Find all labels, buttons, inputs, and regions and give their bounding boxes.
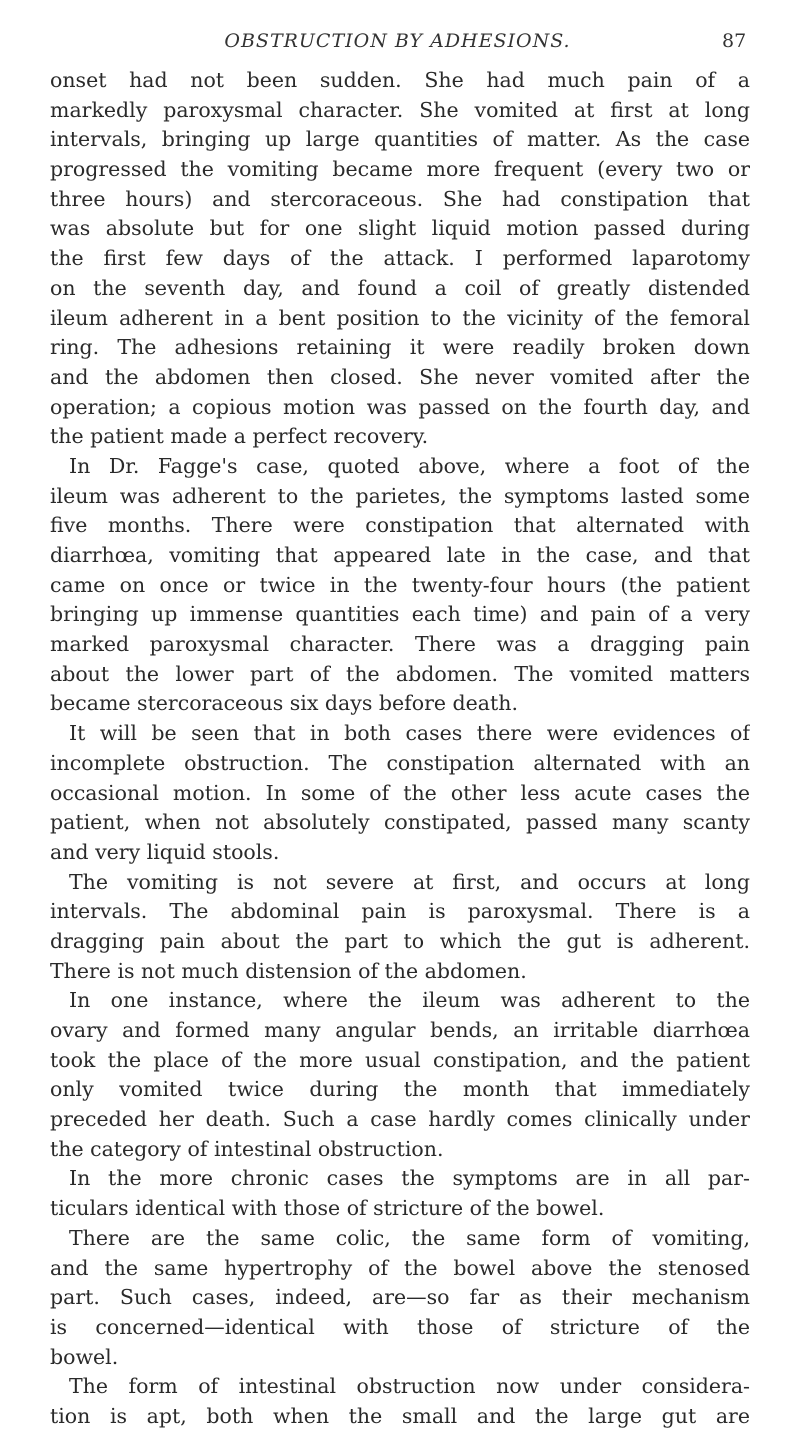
text-line: progressed the vomiting became more frequent (every two or bbox=[50, 157, 750, 182]
text-line: part. Such cases, indeed, are—so far as their mechanism bbox=[50, 1285, 750, 1310]
text-line: bringing up immense quantities each time) and pain of a very bbox=[50, 602, 750, 627]
text-line: the category of intestinal obstruction. bbox=[50, 1136, 444, 1161]
body-text bbox=[50, 66, 750, 1432]
text-line: The form of intestinal obstruction now under considera- bbox=[69, 1374, 750, 1399]
text-line: operation; a copious motion was passed on the fourth day, and bbox=[50, 394, 750, 419]
text-line: In one instance, where the ileum was adherent to the bbox=[69, 988, 750, 1013]
text-line: came on once or twice in the twenty-four hours (the patient bbox=[50, 572, 750, 597]
text-line: ovary and formed many angular bends, an irritable diarrhœa bbox=[50, 1018, 750, 1042]
text-line: markedly paroxysmal character. She vomited at first at long bbox=[50, 97, 750, 122]
text-line: ileum adherent in a bent position to the vicinity of the femoral bbox=[50, 305, 750, 330]
text-line: dragging pain about the part to which the gut is adherent. bbox=[50, 928, 750, 953]
running-head-title: OBSTRUCTION BY ADHESIONS. bbox=[224, 30, 571, 52]
text-line: five months. There were constipation that alternated with bbox=[50, 513, 750, 538]
text-line: and the same hypertrophy of the bowel above the stenosed bbox=[50, 1255, 750, 1280]
text-line: and very liquid stools. bbox=[50, 839, 280, 864]
text-line: ileum was adherent to the parietes, the symptoms lasted some bbox=[50, 483, 750, 508]
text-line: about the lower part of the abdomen. The vomited matters bbox=[50, 661, 750, 686]
text-line: ring. The adhesions retaining it were readily broken down bbox=[50, 335, 750, 360]
text-line: bowel. bbox=[50, 1344, 119, 1369]
text-line: took the place of the more usual constipation, and the patient bbox=[50, 1047, 750, 1072]
text-line: the first few days of the attack. I performed laparotomy bbox=[50, 246, 750, 271]
text-line: the patient made a perfect recovery. bbox=[50, 424, 429, 449]
text-line: was absolute but for one slight liquid motion passed during bbox=[50, 216, 750, 241]
text-line: onset had not been sudden. She had much pain of a bbox=[50, 68, 750, 92]
text-line: tion is apt, both when the small and the large gut are bbox=[50, 1403, 750, 1428]
text-line: incomplete obstruction. The constipation alternated with an bbox=[50, 750, 750, 775]
text-line: only vomited twice during the month that immediately bbox=[50, 1077, 750, 1102]
page-number: 87 bbox=[722, 30, 747, 52]
text-line: It will be seen that in both cases there were evidences of bbox=[69, 721, 750, 746]
text-line: In the more chronic cases the symptoms are in all par- bbox=[69, 1166, 750, 1191]
text-line: patient, when not absolutely constipated, passed many scanty bbox=[50, 810, 750, 835]
text-line: ticulars identical with those of stricture of the bowel. bbox=[50, 1196, 605, 1221]
text-line: intervals, bringing up large quantities of matter. As the case bbox=[50, 127, 750, 152]
text-line: occasional motion. In some of the other less acute cases the bbox=[50, 780, 750, 805]
text-line: intervals. The abdominal pain is paroxysmal. There is a bbox=[50, 899, 750, 924]
text-line: three hours) and stercoraceous. She had constipation that bbox=[50, 186, 750, 211]
text-line: became stercoraceous six days before death. bbox=[50, 691, 518, 716]
text-line: is concerned—identical with those of stricture of the bbox=[50, 1314, 750, 1339]
text-line: The vomiting is not severe at first, and occurs at long bbox=[69, 869, 750, 894]
text-line: There are the same colic, the same form of vomiting, bbox=[69, 1225, 750, 1250]
text-line: There is not much distension of the abdomen. bbox=[50, 958, 527, 983]
text-line: on the seventh day, and found a coil of greatly distended bbox=[50, 275, 750, 300]
text-line: marked paroxysmal character. There was a dragging pain bbox=[50, 632, 750, 657]
text-line: and the abdomen then closed. She never vomited after the bbox=[50, 364, 750, 389]
text-line: preceded her death. Such a case hardly comes clinically under bbox=[50, 1107, 750, 1132]
text-line: diarrhœa, vomiting that appeared late in the case, and that bbox=[50, 543, 750, 567]
text-line: In Dr. Fagge's case, quoted above, where a foot of the bbox=[69, 453, 750, 478]
